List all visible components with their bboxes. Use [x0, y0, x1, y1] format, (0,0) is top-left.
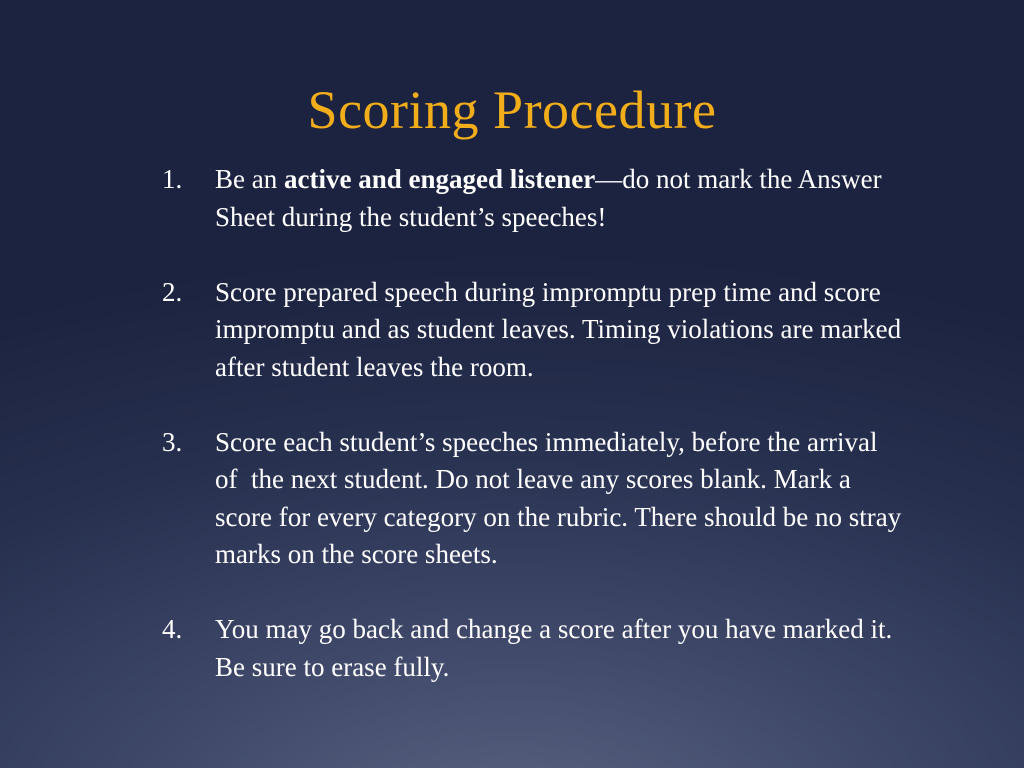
item-text: Score each student’s speeches immediately, before the arrival of the next student. Do not leave any scores blank. Mark a score for every category on the rubric. There should be no stray marks on the score sheets.: [215, 426, 908, 569]
item-text-rest: —do not mark the Answer Sheet during the student’s speeches!: [215, 164, 882, 232]
item-number: 3.: [162, 426, 183, 457]
item-text: [215, 164, 882, 232]
item-number: 1.: [162, 164, 183, 194]
item-number: 4.: [162, 614, 183, 644]
list-item: [162, 611, 902, 686]
list-item: [162, 424, 908, 574]
item-text: Score prepared speech during impromptu prep time and score impromptu and as student leaves. Timing violations are marked after student leaves the room.: [215, 276, 902, 382]
item-text-emphasis: active and engaged listener: [283, 164, 596, 194]
item-number: 2.: [162, 276, 183, 307]
list-item: [162, 161, 902, 236]
item-text: You may go back and change a score after you have marked it. Be sure to erase fully.: [215, 614, 893, 682]
item-text-lead: Be an: [215, 164, 284, 194]
slide-title: Scoring Procedure: [307, 80, 717, 140]
procedure-list: [162, 161, 908, 686]
list-item: [162, 274, 902, 387]
